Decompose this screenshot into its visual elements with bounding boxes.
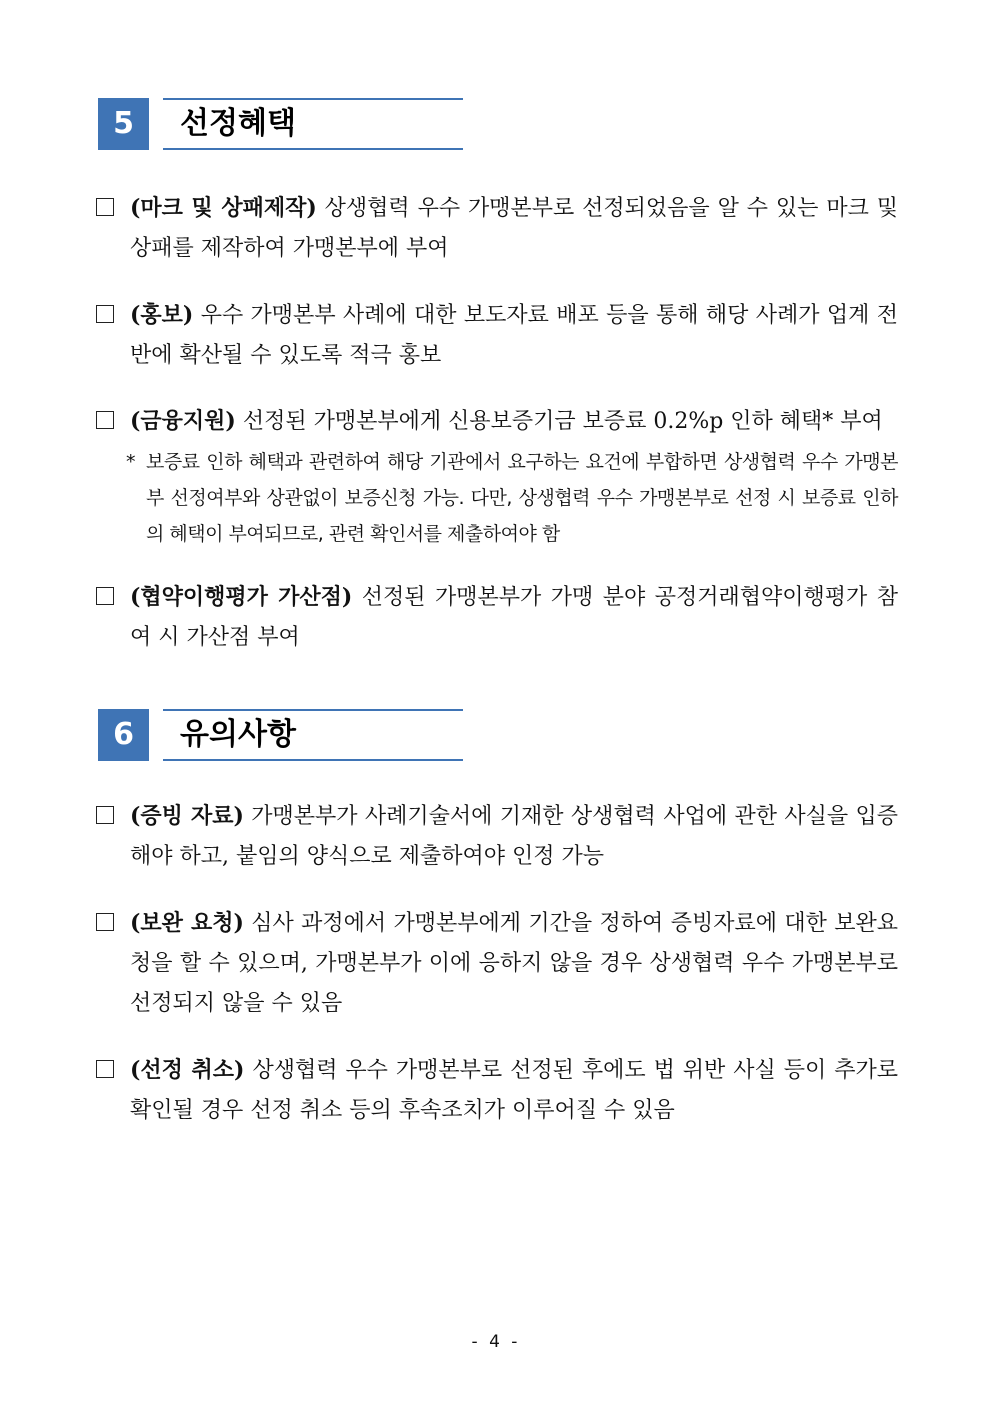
- list-item: [96, 577, 898, 658]
- item-text: 심사 과정에서 가맹본부에게 기간을 정하여 증빙자료에 대한 보완요청을 할 수 있으며, 가맹본부가 이에 응하지 않을 경우 상생협력 우수 가맹본부로 선정되지 않을 수 있음: [130, 911, 898, 1016]
- item-label: (보완 요청): [130, 910, 244, 936]
- footnote-marker: *: [126, 451, 135, 473]
- section-6-header: [98, 709, 464, 761]
- list-item: [96, 796, 898, 877]
- item-label: (마크 및 상패제작): [130, 195, 317, 221]
- section-title: 선정혜택: [180, 106, 296, 141]
- footnote: [126, 444, 898, 552]
- item-text: 상생협력 우수 가맹본부로 선정되었음을 알 수 있는 마크 및 상패를 제작하여 가맹본부에 부여: [130, 196, 898, 261]
- checkbox-square-icon: [96, 913, 114, 931]
- section-title: 유의사항: [180, 717, 296, 752]
- list-item: [96, 401, 898, 442]
- item-label: (증빙 자료): [130, 803, 244, 829]
- item-label: (금융지원): [130, 408, 236, 434]
- page-number: - 4 -: [471, 1332, 521, 1352]
- checkbox-square-icon: [96, 806, 114, 824]
- list-item: [96, 1050, 898, 1131]
- title-rule: [163, 759, 463, 761]
- section-number: 5: [98, 98, 149, 150]
- list-item: [96, 903, 898, 1024]
- section-5-header: [98, 98, 464, 150]
- item-text: 우수 가맹본부 사례에 대한 보도자료 배포 등을 통해 해당 사례가 업계 전반에 확산될 수 있도록 적극 홍보: [130, 303, 898, 368]
- title-rule: [163, 148, 463, 150]
- item-text: 상생협력 우수 가맹본부로 선정된 후에도 법 위반 사실 등이 추가로 확인될 경우 선정 취소 등의 후속조치가 이루어질 수 있음: [130, 1058, 898, 1123]
- list-item: [96, 188, 898, 269]
- item-label: (협약이행평가 가산점): [130, 584, 353, 610]
- checkbox-square-icon: [96, 305, 114, 323]
- checkbox-square-icon: [96, 587, 114, 605]
- checkbox-square-icon: [96, 1060, 114, 1078]
- item-text: 가맹본부가 사례기술서에 기재한 상생협력 사업에 관한 사실을 입증해야 하고, 붙임의 양식으로 제출하여야 인정 가능: [130, 804, 898, 869]
- footnote-text: 보증료 인하 혜택과 관련하여 해당 기관에서 요구하는 요건에 부합하면 상생협력 우수 가맹본부 선정여부와 상관없이 보증신청 가능. 다만, 상생협력 우수 가맹본부로 선정 시 보증료 인하의 혜택이 부여되므로, 관련 확인서를 제출하여야 함: [146, 451, 898, 545]
- item-text: 선정된 가맹본부가 가맹 분야 공정거래협약이행평가 참여 시 가산점 부여: [130, 585, 898, 650]
- item-text: 선정된 가맹본부에게 신용보증기금 보증료 0.2%p 인하 혜택* 부여: [235, 409, 883, 434]
- section-number: 6: [98, 709, 149, 761]
- checkbox-square-icon: [96, 411, 114, 429]
- checkbox-square-icon: [96, 198, 114, 216]
- item-label: (선정 취소): [130, 1057, 245, 1083]
- list-item: [96, 295, 898, 376]
- item-label: (홍보): [130, 302, 194, 328]
